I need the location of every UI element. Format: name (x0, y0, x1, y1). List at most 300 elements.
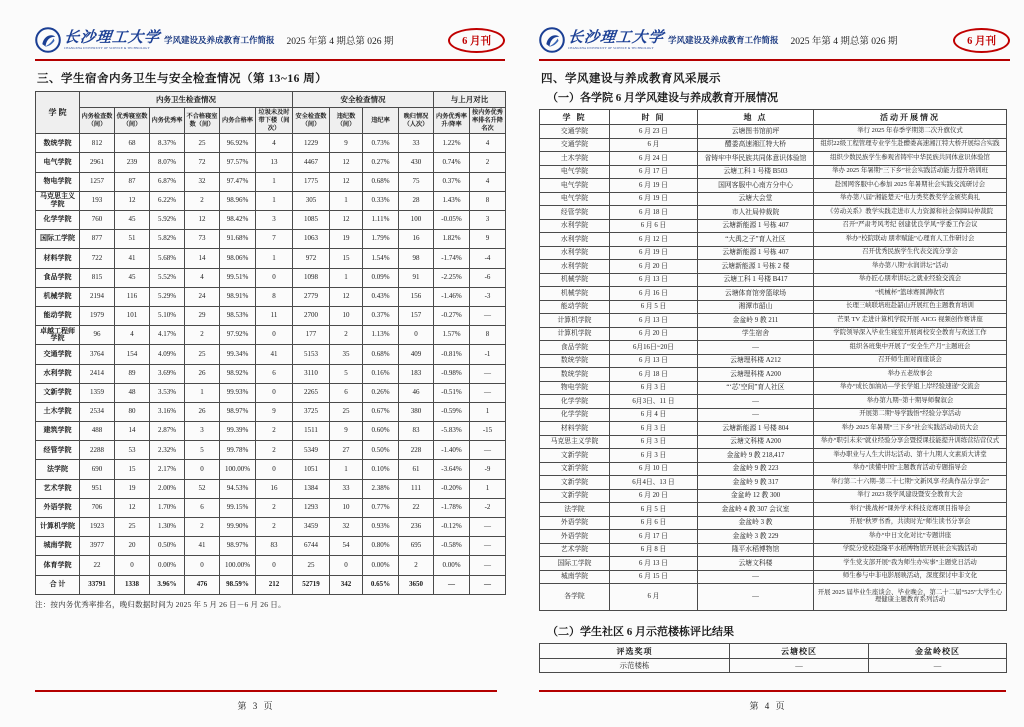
table-cell: “大禹之子”育人社区 (698, 233, 814, 247)
table-cell: 6.87% (150, 172, 185, 191)
university-name: 长沙理工大学 (63, 29, 161, 46)
table-cell: 开展第二期“导学践悟”经验分享活动 (814, 408, 1007, 422)
table-cell: 98.97% (220, 537, 256, 556)
table-cell: — (470, 518, 506, 537)
table-cell: 116 (115, 287, 150, 306)
table-cell: 机械学院 (540, 287, 610, 301)
table-cell: 0.26% (363, 383, 399, 402)
table-cell: 695 (399, 537, 434, 556)
table-cell: 1511 (293, 422, 330, 441)
table-cell: 举办“读懂中国”主题教育活动专题指导会 (814, 462, 1007, 476)
table-cell: 1.43% (434, 191, 470, 210)
table-cell: 0.16% (363, 364, 399, 383)
table-cell: 6 月 5 日 (610, 300, 698, 314)
table-row (36, 422, 506, 441)
table-cell: 99.34% (220, 345, 256, 364)
table-cell: 1085 (293, 211, 330, 230)
table-cell: 96 (80, 326, 115, 345)
table-cell: 488 (80, 422, 115, 441)
table-cell: 城南学院 (36, 537, 80, 556)
table-cell: 12 (330, 172, 363, 191)
table-cell: — (470, 441, 506, 460)
table-cell: 430 (399, 153, 434, 172)
table-cell: 金盆岭 3 教 229 (698, 530, 814, 544)
table-cell: -0.51% (434, 383, 470, 402)
table-cell: 举办 2025 年暑期“三下乡”社会实践活动能力提升培训班 (814, 165, 1007, 179)
table-cell: 组织各班集中开展了“安全生产月”主题班会 (814, 341, 1007, 355)
table-cell: 土木学院 (36, 402, 80, 421)
table-cell: 云塘体育馆旁篮球场 (698, 287, 814, 301)
table-cell: 云塘新能源 1 号栋 407 (698, 246, 814, 260)
table-cell: -2 (470, 498, 506, 517)
month-badge: 6 月刊 (953, 28, 1010, 53)
col-jinpenling: 金盆岭校区 (869, 644, 1007, 659)
table-cell: 法学院 (540, 503, 610, 517)
subsection-activities-title: （一）各学院 6 月学风建设与养成教育开展情况 (547, 92, 778, 104)
table-row (36, 518, 506, 537)
table-cell: 6744 (293, 537, 330, 556)
table-cell: 金盆岭 4 教 307 会议室 (698, 503, 814, 517)
table-row (36, 287, 506, 306)
table-cell: 3.96% (150, 575, 185, 594)
table-cell: 计算机学院 (36, 518, 80, 537)
table-cell: 8.07% (150, 153, 185, 172)
table-cell: 13 (256, 153, 293, 172)
table-cell: 75 (399, 172, 434, 191)
table-cell: 6 (256, 364, 293, 383)
table-cell: 6 月 20 日 (610, 327, 698, 341)
table-row (36, 345, 506, 364)
table-cell: 32 (330, 518, 363, 537)
header-rule (35, 59, 505, 61)
table-cell: 数统学院 (540, 368, 610, 382)
table-row (540, 584, 1007, 611)
table-cell: — (434, 575, 470, 594)
table-cell: 1775 (293, 172, 330, 191)
table-cell: 6 月 4 日 (610, 408, 698, 422)
table-cell: 22 (80, 556, 115, 575)
table-cell: 4 (115, 326, 150, 345)
table-cell: — (470, 537, 506, 556)
table-cell: 长理三峡联培班赴韶山开展红色主题教育培训 (814, 300, 1007, 314)
table-row (36, 498, 506, 517)
table-cell: 物电学院 (540, 381, 610, 395)
table-cell: 举办五老故事会 (814, 368, 1007, 382)
table-cell: 24 (185, 287, 220, 306)
table-row (540, 219, 1007, 233)
table-cell: -4 (470, 249, 506, 268)
table-cell: 33 (330, 479, 363, 498)
table-cell: 0.00% (150, 556, 185, 575)
table-cell: 6 月 3 日 (610, 435, 698, 449)
table-cell: 文新学院 (540, 449, 610, 463)
table-cell: 0.50% (363, 441, 399, 460)
table-cell: 0.67% (363, 402, 399, 421)
table-row (540, 287, 1007, 301)
table-cell: -5.83% (434, 422, 470, 441)
table-cell: 举行 2025 年春季学期第二次升旗仪式 (814, 125, 1007, 139)
table-cell: 水利学院 (540, 219, 610, 233)
table-cell: 0.50% (150, 537, 185, 556)
table-cell: -1 (470, 345, 506, 364)
table-cell: 计算机学院 (540, 327, 610, 341)
table-cell: 艺术学院 (540, 543, 610, 557)
table-cell: 8 (470, 191, 506, 210)
table-cell: 12 (330, 287, 363, 306)
table-cell: 0.68% (363, 345, 399, 364)
table-row (540, 300, 1007, 314)
table-cell: 6 月 13 日 (610, 314, 698, 328)
university-caption: CHANGSHA UNIVERSITY OF SCIENCE & TECHNOLOGY (568, 45, 654, 50)
table-cell: 2 (185, 518, 220, 537)
table-cell: 3110 (293, 364, 330, 383)
table-cell: 815 (80, 268, 115, 287)
table-cell: 4467 (293, 153, 330, 172)
table-row (36, 134, 506, 153)
table-cell: 举行 2023 级学风建设暨安全教育大会 (814, 489, 1007, 503)
table-cell: 2700 (293, 306, 330, 325)
table-cell: 15 (330, 249, 363, 268)
table-cell: 53 (115, 441, 150, 460)
table-header-group-row (36, 92, 506, 108)
table-cell: 98.06% (220, 249, 256, 268)
col-header: 内务检查数（间） (80, 108, 115, 134)
table-cell: 52 (185, 479, 220, 498)
table-cell: 云塘理科楼 A212 (698, 354, 814, 368)
table-cell: 0 (256, 383, 293, 402)
table-cell: 8.37% (150, 134, 185, 153)
table-row (36, 441, 506, 460)
table-cell: 化学学院 (36, 211, 80, 230)
table-cell: 水利学院 (540, 246, 610, 260)
section-title-display: 四、学风建设与养成教育风采展示 (541, 73, 721, 85)
table-cell: — (470, 364, 506, 383)
university-logo-icon (35, 27, 61, 53)
table-cell: 马克思主义学院 (540, 435, 610, 449)
table-cell: 文新学院 (36, 383, 80, 402)
university-name: 长沙理工大学 (567, 29, 665, 46)
table-cell: 6月16日~20日 (610, 341, 698, 355)
table-cell: 计算机学院 (540, 314, 610, 328)
table-row (540, 462, 1007, 476)
table-cell: 云塘新能源 1 号栋 407 (698, 219, 814, 233)
table-row (540, 530, 1007, 544)
table-cell: 0 (256, 268, 293, 287)
table-cell: 73 (185, 230, 220, 249)
table-cell: 10 (330, 498, 363, 517)
table-cell: 国际工学院 (36, 230, 80, 249)
table-cell: 1.82% (434, 230, 470, 249)
table-cell: 举办第八期“水润讲坛”活动 (814, 260, 1007, 274)
table-cell: 文新学院 (540, 476, 610, 490)
table-row (36, 402, 506, 421)
table-row (540, 381, 1007, 395)
table-cell: 组织22级工程管理专业学生赴醴娄高速湘江特大桥开展综合实践 (814, 138, 1007, 152)
table-cell: -0.98% (434, 364, 470, 383)
table-cell: 5153 (293, 345, 330, 364)
table-cell: 电气学院 (540, 192, 610, 206)
table-cell: 1.22% (434, 134, 470, 153)
group-safety: 安全检查情况 (293, 92, 434, 108)
col-header: 违纪数（间） (330, 108, 363, 134)
col-college: 学 院 (36, 92, 80, 134)
table-cell: 交通学院 (540, 125, 610, 139)
table-cell: 水利学院 (540, 233, 610, 247)
table-cell: 2 (256, 498, 293, 517)
table-cell: 98.53% (220, 306, 256, 325)
page-header (35, 24, 505, 56)
table-cell: 157 (399, 306, 434, 325)
table-cell: 3459 (293, 518, 330, 537)
table-cell: 1051 (293, 460, 330, 479)
table-cell: 98.91% (220, 287, 256, 306)
table-cell: 1063 (293, 230, 330, 249)
inspection-table (35, 91, 506, 595)
table-cell: 342 (330, 575, 363, 594)
table-cell: 3725 (293, 402, 330, 421)
table-cell: 数统学院 (36, 134, 80, 153)
table-cell: 9 (330, 422, 363, 441)
table-cell: 10 (330, 306, 363, 325)
table-cell: 云塘图书馆前坪 (698, 125, 814, 139)
table-cell: 2194 (80, 287, 115, 306)
col-college: 学 院 (540, 110, 610, 125)
table-cell: 4 (185, 268, 220, 287)
table-cell: “‘芯’空间”育人社区 (698, 381, 814, 395)
table-cell: 机械学院 (540, 273, 610, 287)
table-cell: 409 (399, 345, 434, 364)
table-cell: 文新学院 (540, 489, 610, 503)
table-cell: 6 月 13 日 (610, 354, 698, 368)
table-cell: 6 月 23 日 (610, 125, 698, 139)
table-cell: 706 (80, 498, 115, 517)
table-cell: 48 (115, 383, 150, 402)
table-row (540, 138, 1007, 152)
table-cell: 97.47% (220, 172, 256, 191)
table-cell: 236 (399, 518, 434, 537)
table-cell: 476 (185, 575, 220, 594)
table-cell: 金盆岭 9 教 218,417 (698, 449, 814, 463)
table-cell: 醴娄高速湘江特大桥 (698, 138, 814, 152)
table-cell: 99.90% (220, 518, 256, 537)
table-cell: 99.93% (220, 383, 256, 402)
col-yuntang: 云塘校区 (730, 644, 869, 659)
table-cell: 3.53% (150, 383, 185, 402)
table-cell: 1 (470, 479, 506, 498)
table-cell: 5349 (293, 441, 330, 460)
table-cell: 8 (256, 287, 293, 306)
table-row (540, 233, 1007, 247)
col-header: 优秀寝室数（间） (115, 108, 150, 134)
table-cell: -0.20% (434, 479, 470, 498)
table-cell: 0.77% (363, 498, 399, 517)
university-caption: CHANGSHA UNIVERSITY OF SCIENCE & TECHNOLOGY (64, 45, 150, 50)
table-cell: — (698, 408, 814, 422)
table-cell: 25 (293, 556, 330, 575)
table-cell: 6 月 19 日 (610, 192, 698, 206)
table-cell: 能动学院 (540, 300, 610, 314)
table-row (540, 435, 1007, 449)
table-cell: — (470, 383, 506, 402)
table-cell: 召开“严肃考风考纪 创建优良学风”学委工作会议 (814, 219, 1007, 233)
table-cell: — (698, 395, 814, 409)
table-cell: 6 月 3 日 (610, 422, 698, 436)
table-cell: 6 月 16 日 (610, 287, 698, 301)
table-cell: 2.38% (363, 479, 399, 498)
table-cell: — (470, 575, 506, 594)
table-cell: 2.32% (150, 441, 185, 460)
table-cell: 41 (185, 537, 220, 556)
table-cell: 212 (256, 575, 293, 594)
table-cell: 电气学院 (540, 165, 610, 179)
table-cell: 6月3日、11 日 (610, 395, 698, 409)
table-cell: 1 (470, 402, 506, 421)
table-cell: 25 (115, 518, 150, 537)
table-cell: 305 (293, 191, 330, 210)
table-cell: 赴国网客服中心参加 2025 年暑期社会实践交流研讨会 (814, 179, 1007, 193)
table-cell: 1359 (80, 383, 115, 402)
table-cell: 云塘工科 1 号楼 B417 (698, 273, 814, 287)
table-cell: 2 (185, 326, 220, 345)
table-cell: 1 (256, 191, 293, 210)
table-cell: 土木学院 (540, 152, 610, 166)
table-cell: 94.53% (220, 479, 256, 498)
table-cell: 云塘文科楼 (698, 557, 814, 571)
table-row (540, 314, 1007, 328)
table-cell: 3977 (80, 537, 115, 556)
table-cell: 12 (115, 498, 150, 517)
table-cell: 0.80% (363, 537, 399, 556)
table-cell: 1.13% (363, 326, 399, 345)
table-cell: 6月4日、13 日 (610, 476, 698, 490)
table-cell: -0.81% (434, 345, 470, 364)
table-cell: 食品学院 (36, 268, 80, 287)
table-cell: 4.17% (150, 326, 185, 345)
table-cell: 卓越工程师学院 (36, 326, 80, 345)
table-cell: 0.27% (363, 153, 399, 172)
table-cell: 水利学院 (540, 260, 610, 274)
table-row (36, 191, 506, 210)
table-cell: 数统学院 (540, 354, 610, 368)
table-cell: 27 (330, 441, 363, 460)
demo-building-table (539, 643, 1007, 673)
col-header: 不合格寝室数（间） (185, 108, 220, 134)
table-cell: -1.74% (434, 249, 470, 268)
table-cell: 2288 (80, 441, 115, 460)
table-row (540, 503, 1007, 517)
table-cell: 19 (330, 230, 363, 249)
issue-info: 2025 年第 4 期总第 026 期 (790, 37, 898, 47)
table-cell: 5.82% (150, 230, 185, 249)
table-cell: 学院领导深入毕业生寝室开展离校安全教育与欢送工作 (814, 327, 1007, 341)
table-cell: 云塘大会堂 (698, 192, 814, 206)
table-cell: 0.74% (434, 153, 470, 172)
table-cell: -0.05% (434, 211, 470, 230)
table-cell: 1 (256, 249, 293, 268)
table-row (540, 354, 1007, 368)
table-cell: 电气学院 (540, 179, 610, 193)
footer-rule (35, 690, 497, 692)
col-place: 地 点 (698, 110, 814, 125)
table-cell: 外语学院 (540, 516, 610, 530)
table-cell: 0.00% (363, 556, 399, 575)
table-cell: -0.59% (434, 402, 470, 421)
table-cell: 3 (185, 422, 220, 441)
table-cell: 380 (399, 402, 434, 421)
table-row (36, 230, 506, 249)
table-cell: 33791 (80, 575, 115, 594)
table-cell: 城南学院 (540, 570, 610, 584)
table-cell: 29 (185, 306, 220, 325)
table-row (36, 306, 506, 325)
header-rule (539, 59, 1010, 61)
table-cell: 举办匠心朋辈讲坛之就业经验交流会 (814, 273, 1007, 287)
table-cell: 6.22% (150, 191, 185, 210)
table-row (540, 152, 1007, 166)
table-cell: 1 (330, 191, 363, 210)
table-cell: 83 (399, 422, 434, 441)
table-cell: 6 月 24 日 (610, 152, 698, 166)
table-cell: 45 (115, 268, 150, 287)
table-cell: 2 (330, 326, 363, 345)
table-cell: 0.73% (363, 134, 399, 153)
table-cell: 0.10% (363, 460, 399, 479)
table-cell: 1098 (293, 268, 330, 287)
table-header-sub-row (36, 108, 506, 134)
table-cell: 化学学院 (540, 395, 610, 409)
table-cell: 80 (115, 402, 150, 421)
table-cell: 4 (470, 134, 506, 153)
table-cell: 12 (185, 211, 220, 230)
table-cell: 6 (185, 498, 220, 517)
table-cell: 经管学院 (540, 206, 610, 220)
table-cell: 25 (185, 345, 220, 364)
table-cell: 98.96% (220, 191, 256, 210)
table-cell: 972 (293, 249, 330, 268)
table-cell: 2 (185, 191, 220, 210)
university-name-block (568, 31, 664, 50)
table-cell: -6 (470, 268, 506, 287)
table-cell: -0.58% (434, 537, 470, 556)
table-cell: 19 (115, 479, 150, 498)
table-row (36, 172, 506, 191)
table-cell: 239 (115, 153, 150, 172)
table-cell: 14 (115, 422, 150, 441)
table-row (540, 476, 1007, 490)
table-cell: 68 (115, 134, 150, 153)
table-cell: 690 (80, 460, 115, 479)
table-cell: 0.43% (363, 287, 399, 306)
table-cell: 91 (399, 268, 434, 287)
table-cell: -2.25% (434, 268, 470, 287)
table-cell: 0.65% (363, 575, 399, 594)
table-cell: 5.68% (150, 249, 185, 268)
table-cell: 湘潭市韶山 (698, 300, 814, 314)
table-cell: 6 月 12 日 (610, 233, 698, 247)
group-hygiene: 内务卫生检查情况 (80, 92, 293, 108)
table-cell: 228 (399, 441, 434, 460)
page-header (539, 24, 1010, 56)
table-cell: 3.16% (150, 402, 185, 421)
page-number: 第 4 页 (749, 701, 787, 711)
table-cell: 41 (115, 249, 150, 268)
table-cell: 6 月 18 日 (610, 206, 698, 220)
university-name-block (64, 31, 160, 50)
table-cell: 6 月 15 日 (610, 570, 698, 584)
table-cell: 组织少数民族学生参观省铸牢中华民族共同体意识体验馆 (814, 152, 1007, 166)
table-cell: 外语学院 (36, 498, 80, 517)
university-logo-icon (539, 27, 565, 53)
